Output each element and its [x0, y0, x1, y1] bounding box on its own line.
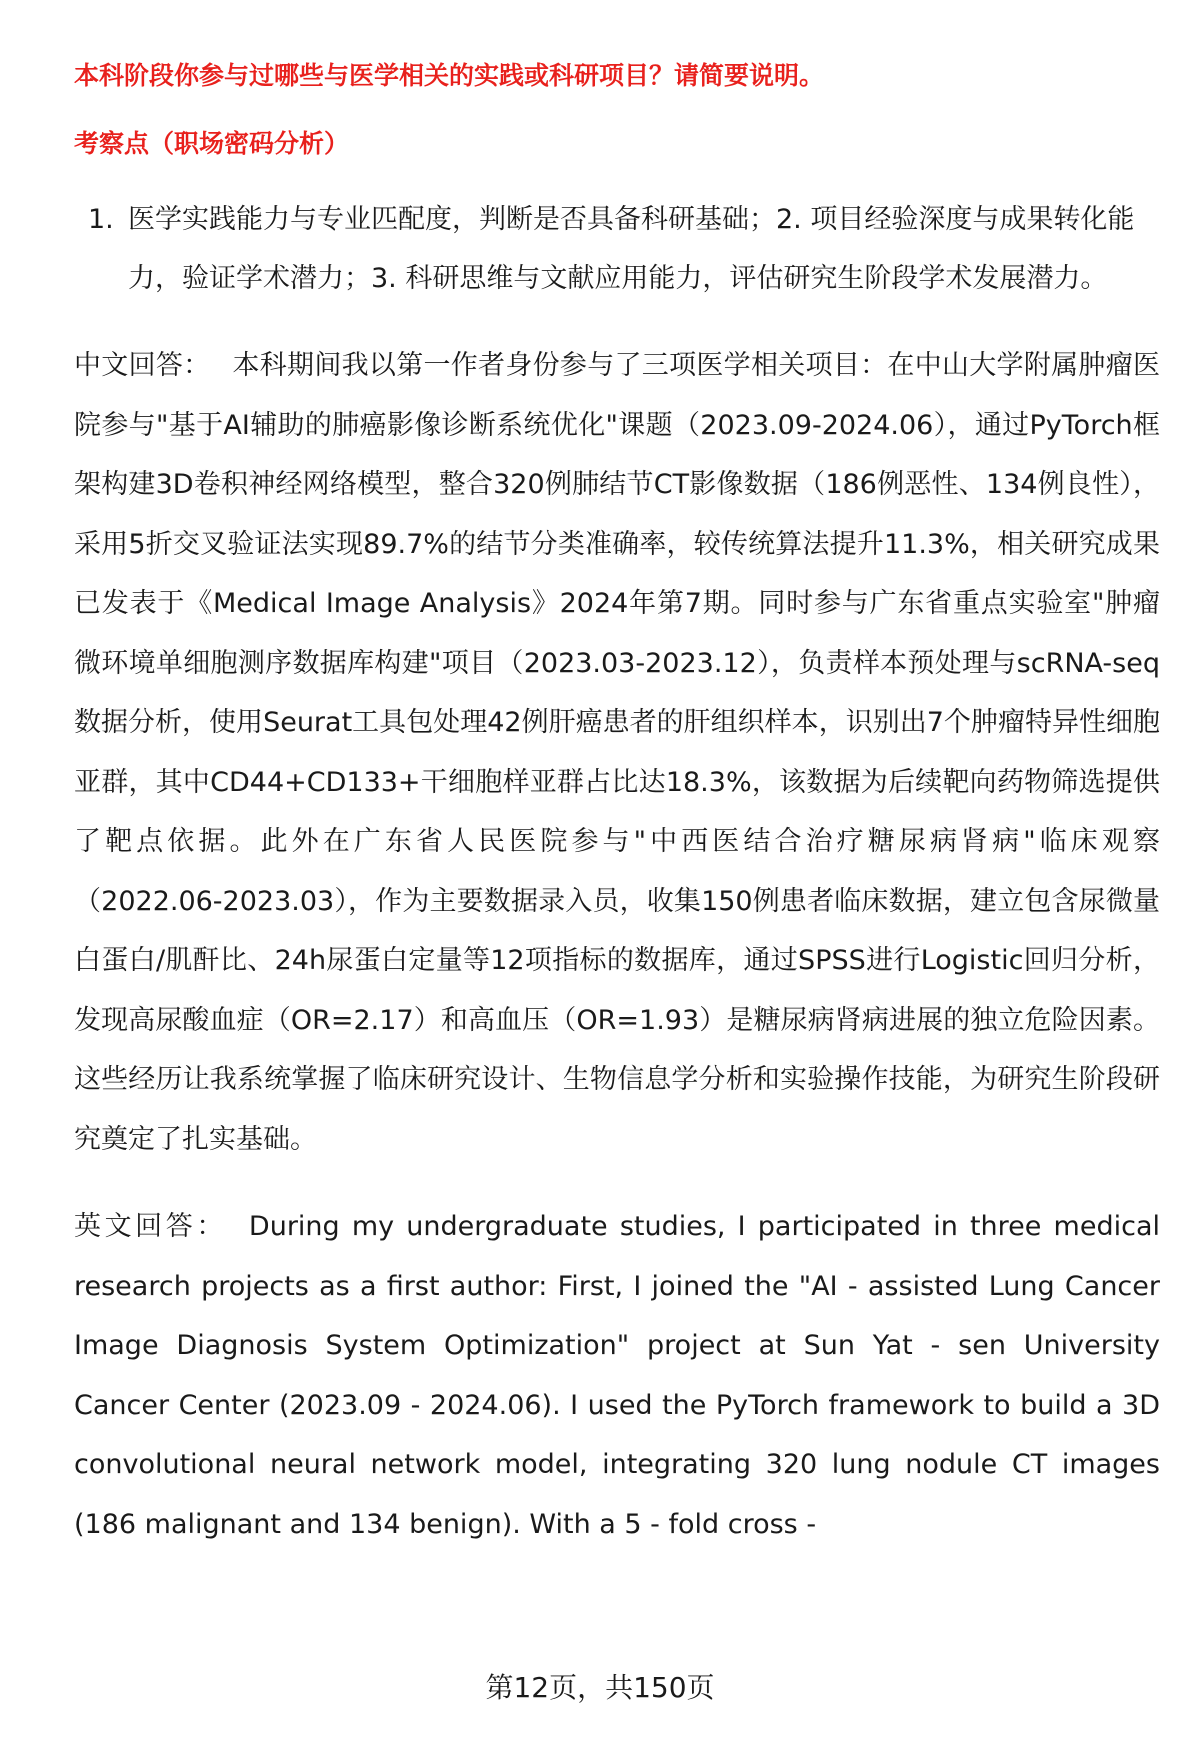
key-point-text: 医学实践能力与专业匹配度，判断是否具备科研基础；2. 项目经验深度与成果转化能力，验证学术潜力；3. 科研思维与文献应用能力，评估研究生阶段学术发展潜力。 [128, 204, 1135, 294]
answer-english-label: 英文回答： [74, 1211, 227, 1242]
page-footer: 第12页，共150页 [485, 1671, 715, 1704]
answer-chinese-label: 中文回答： [74, 350, 211, 381]
document-page [74, 58, 1161, 1540]
answer-chinese [74, 336, 1160, 1169]
key-point-item [74, 190, 1160, 308]
answer-english [74, 1197, 1161, 1540]
key-points-title: 考察点（职场密码分析） [74, 129, 350, 158]
answer-english-text: During my undergraduate studies, I participated in three medical research projects as a first author: First, I joined the "AI - assisted Lung Cancer Image Diagnosis System Optimization" project at Sun Yat - sen University Cancer Center (2023.09 - 2024.06). I used the PyTorch framework to build a 3D convolutional neural network model, integrating 320 lung nodule CT images (186 malignant and 134 benign). With a 5 - fold cross - [74, 1211, 1161, 1540]
question-title: 本科阶段你参与过哪些与医学相关的实践或科研项目？请简要说明。 [74, 61, 825, 90]
key-point-number: 1. [88, 204, 114, 235]
key-points-list [74, 190, 1160, 308]
answer-chinese-text: 本科期间我以第一作者身份参与了三项医学相关项目：在中山大学附属肿瘤医院参与"基于AI辅助的肺癌影像诊断系统优化"课题（2023.09-2024.06），通过PyTorch框架构建3D卷积神经网络模型，整合320例肺结节CT影像数据（186例恶性、134例良性），采用5折交叉验证法实现89.7%的结节分类准确率，较传统算法提升11.3%，相关研究成果已发表于《Medical Image Analysis》2024年第7期。同时参与广东省重点实验室"肿瘤微环境单细胞测序数据库构建"项目（2023.03-2023.12），负责样本预处理与scRNA-seq数据分析，使用Seurat工具包处理42例肝癌患者的肝组织样本，识别出7个肿瘤特异性细胞亚群，其中CD44+CD133+干细胞样亚群占比达18.3%，该数据为后续靶向药物筛选提供了靶点依据。此外在广东省人民医院参与"中西医结合治疗糖尿病肾病"临床观察（2022.06-2023.03），作为主要数据录入员，收集150例患者临床数据，建立包含尿微量白蛋白/肌酐比、24h尿蛋白定量等12项指标的数据库，通过SPSS进行Logistic回归分析，发现高尿酸血症（OR=2.17）和高血压（OR=1.93）是糖尿病肾病进展的独立危险因素。这些经历让我系统掌握了临床研究设计、生物信息学分析和实验操作技能，为研究生阶段研究奠定了扎实基础。 [74, 350, 1161, 1155]
